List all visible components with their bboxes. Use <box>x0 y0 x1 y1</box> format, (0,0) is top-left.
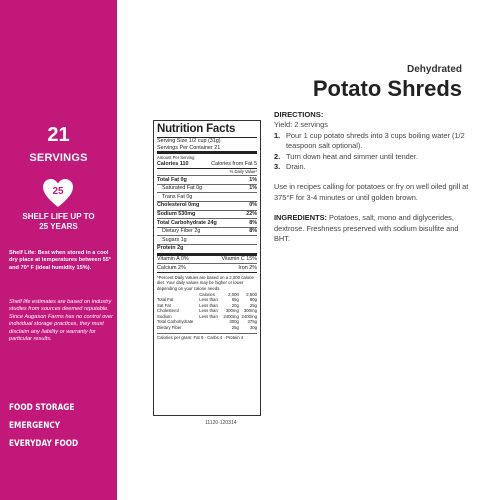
directions-title: DIRECTIONS: <box>274 110 324 119</box>
shelf-life-label-line2: 25 YEARS <box>39 222 78 231</box>
product-title: Potato Shreds <box>312 76 462 101</box>
nutrient-value: 8% <box>249 228 257 235</box>
nutrient-label: Cholesterol 0mg <box>157 202 200 209</box>
list-item <box>274 152 470 162</box>
daily-value-label: % Daily Value* <box>229 169 257 175</box>
calories-row <box>157 160 257 168</box>
table-row <box>157 325 257 331</box>
shelf-life-disclaimer: Shelf life estimates are based on industry studies from sources deemed reputable. Since Augason Farms has no control over individual storage practices, they must disclaim any liability or warranty for particular results. <box>9 299 113 343</box>
ref-cell: 2,500 <box>246 291 257 297</box>
daily-value-reference-table <box>157 292 257 331</box>
directions-steps <box>274 131 470 173</box>
ref-cell: 300g <box>229 319 239 325</box>
nutrient-label: Sodium 530mg <box>157 211 196 218</box>
step-text: Pour 1 cup potato shreds into 3 cups boiling water (1/2 teaspoon salt optional). <box>286 130 465 151</box>
ingredients <box>274 213 470 244</box>
ref-cell: 2,000 <box>228 291 239 297</box>
ref-cell: 25g <box>231 325 239 331</box>
calories: Calories 110 <box>157 160 189 167</box>
ref-cell: 80g <box>249 297 257 303</box>
step-text: Drain. <box>286 162 306 172</box>
ref-cell: Less than <box>199 302 218 308</box>
tag-emergency: EMERGENCY <box>9 421 61 431</box>
nutrient-label: Dietary Fiber 2g <box>162 228 201 235</box>
ref-cell <box>199 325 221 331</box>
nutrient-row-trans-fat <box>157 192 257 201</box>
amount-per-label: Amount Per Serving <box>157 154 195 160</box>
ref-cell: 300mg <box>243 308 257 314</box>
iron: Iron 2% <box>238 264 257 271</box>
nutrient-label: Total Carbohydrate 24g <box>157 219 217 226</box>
sidebar <box>0 0 117 500</box>
step-number: 2. <box>274 151 281 161</box>
shelf-life-label-line1: SHELF LIFE UP TO <box>22 212 95 221</box>
ref-cell: 375g <box>247 319 257 325</box>
amount-per-serving <box>157 151 257 160</box>
ingredients-title: INGREDIENTS: <box>274 213 327 223</box>
ref-cell: Dietary Fiber <box>157 325 182 331</box>
yield: Yield: 2 servings <box>274 120 328 130</box>
ref-cell: Sat Fat <box>157 302 171 308</box>
servings-count: 21 <box>47 124 70 146</box>
nutrition-facts-title: Nutrition Facts <box>157 123 257 138</box>
vitamin-a: Vitamin A 0% <box>157 256 189 263</box>
ref-cell: Less than <box>199 297 218 303</box>
serving-size: Serving Size 1/2 cup (31g) <box>157 138 221 144</box>
ref-cell: 2400mg <box>223 313 239 319</box>
servings-per-container: Servings Per Container 21 <box>157 144 221 151</box>
list-item <box>274 131 470 152</box>
vitamin-c: Vitamin C 15% <box>221 256 257 263</box>
product-subtitle: Dehydrated <box>406 64 462 75</box>
ref-cell: Less than <box>199 308 218 314</box>
shelf-life-info <box>9 250 113 272</box>
ref-cell: 300mg <box>225 308 239 314</box>
shelf-life-text: Best when stored in a cool dry place at temperatures between 55° and 70° F (ideal humidity 15%). <box>9 250 112 271</box>
nutrient-row-protein <box>157 244 257 253</box>
nutrient-label: Sugars 1g <box>162 236 187 243</box>
calories-per-gram: Calories per gram: Fat 9 · Carbs 4 · Protein 4 <box>157 333 257 342</box>
shelf-life-years-badge: 25 <box>52 186 64 197</box>
nutrient-row-total-carbohydrate <box>157 218 257 227</box>
footnote-divider <box>157 272 257 273</box>
shelf-life-key: Shelf Life: <box>9 250 37 256</box>
nutrient-value: 8% <box>249 219 257 226</box>
nutrient-value: 1% <box>249 176 257 183</box>
daily-value-footnote: *Percent Daily Values are based on a 2,000 calorie diet. Your daily values may be higher or lower depending on your calorie needs. <box>157 274 254 291</box>
minerals-row <box>157 263 257 272</box>
ref-cell: 20g <box>231 302 239 308</box>
nutrient-label: Protein 2g <box>157 245 184 252</box>
daily-value-header <box>157 168 257 175</box>
nutrient-row-sugars <box>157 235 257 244</box>
ref-cell: 30g <box>249 325 257 331</box>
nutrient-row-sodium <box>157 210 257 219</box>
nutrient-row-saturated-fat <box>157 184 257 193</box>
nutrient-row-total-fat <box>157 175 257 184</box>
ref-cell: 2400mg <box>241 313 257 319</box>
nutrient-label: Trans Fat 0g <box>162 193 193 200</box>
tag-food-storage: FOOD STORAGE <box>9 403 75 413</box>
ref-cell: Total Carbohydrate <box>157 319 194 325</box>
vitamins-row <box>157 253 257 264</box>
nutrient-value: 0% <box>249 202 257 209</box>
servings-label: SERVINGS <box>29 152 88 164</box>
ingredients-text: Potatoes, salt, mono and diglycerides, dextrose. Freshness preserved with sodium bisulfite and BHT. <box>274 213 459 244</box>
directions-section <box>274 110 470 244</box>
step-number: 3. <box>274 162 281 172</box>
nutrient-label: Total Fat 0g <box>157 176 187 183</box>
shelf-life-label <box>0 212 117 232</box>
usage-text: Use in recipes calling for potatoes or fry on well oiled grill at 375°F for 3-4 minutes or until golden brown. <box>274 182 469 202</box>
ref-cell: Sodium <box>157 313 172 319</box>
list-item <box>274 162 470 172</box>
ref-cell: 65g <box>231 297 239 303</box>
ref-cell: Calories <box>199 291 215 297</box>
step-text: Turn down heat and simmer until tender. <box>286 151 419 161</box>
ref-cell: Total Fat <box>157 297 174 303</box>
nutrition-facts-panel <box>153 120 261 416</box>
nutrient-value: 22% <box>246 211 257 218</box>
calcium: Calcium 2% <box>157 264 186 271</box>
tag-everyday-food: EVERYDAY FOOD <box>9 439 79 449</box>
nutrient-row-cholesterol <box>157 201 257 210</box>
ref-cell: Less than <box>199 313 218 319</box>
calories-from-fat: Calories from Fat 5 <box>211 160 257 167</box>
nutrient-row-dietary-fiber <box>157 227 257 236</box>
nutrient-value: 1% <box>249 185 257 192</box>
nutrient-label: Saturated Fat 0g <box>162 185 203 192</box>
step-number: 1. <box>274 130 281 140</box>
ref-cell: Cholesterol <box>157 308 179 314</box>
ref-cell: 25g <box>249 302 257 308</box>
product-code: 11120-120314 <box>205 420 237 426</box>
